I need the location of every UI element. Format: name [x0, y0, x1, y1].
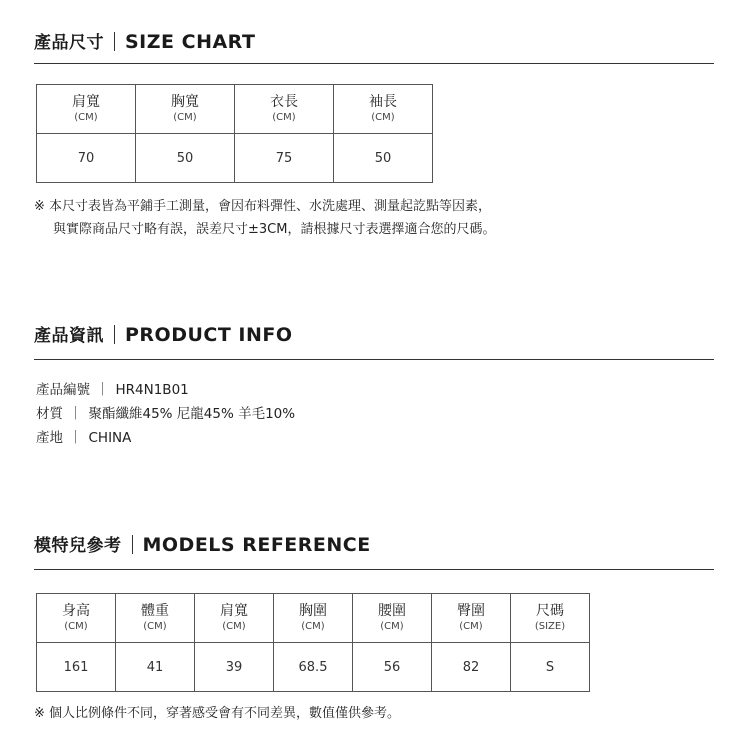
header-cell — [116, 594, 195, 643]
info-separator: ｜ — [96, 382, 110, 398]
header-cell — [274, 594, 353, 643]
header-cell — [353, 594, 432, 643]
header-cell — [334, 85, 433, 134]
size-chart-title — [34, 28, 255, 53]
header-name: 身高 — [62, 602, 90, 619]
header-unit: (CM) — [222, 620, 246, 632]
header-unit: (CM) — [371, 111, 395, 123]
info-value: CHINA — [88, 430, 132, 446]
info-row — [36, 378, 295, 402]
info-label: 產地 — [36, 430, 63, 446]
info-separator: ｜ — [69, 430, 83, 446]
header-cell — [37, 594, 116, 643]
title-divider — [132, 535, 133, 554]
table-row — [37, 134, 433, 183]
table-cell: 50 — [334, 134, 433, 183]
table-cell: 50 — [136, 134, 235, 183]
table-header-row — [37, 85, 433, 134]
info-row — [36, 402, 295, 426]
product-info-title-cn: 產品資訊 — [34, 326, 104, 346]
info-row — [36, 426, 295, 450]
header-unit: (CM) — [272, 111, 296, 123]
header-name: 袖長 — [369, 93, 397, 110]
header-name: 衣長 — [270, 93, 298, 110]
models-reference-title-en: MODELS REFERENCE — [142, 534, 371, 556]
info-label: 材質 — [36, 406, 63, 422]
product-info-list — [36, 378, 295, 450]
header-name: 胸圍 — [299, 602, 327, 619]
table-cell: 161 — [37, 643, 116, 692]
table-row — [37, 643, 590, 692]
models-note: ※ 個人比例條件不同，穿著感受會有不同差異，數值僅供參考。 — [34, 706, 401, 721]
header-name: 胸寬 — [171, 93, 199, 110]
table-cell: 75 — [235, 134, 334, 183]
header-unit: (CM) — [301, 620, 325, 632]
table-header-row — [37, 594, 590, 643]
header-cell — [235, 85, 334, 134]
title-divider — [114, 32, 115, 51]
models-reference-title — [34, 531, 371, 556]
header-name: 腰圍 — [378, 602, 406, 619]
header-name: 尺碼 — [536, 602, 564, 619]
table-cell: 56 — [353, 643, 432, 692]
header-unit: (CM) — [64, 620, 88, 632]
info-separator: ｜ — [69, 406, 83, 422]
table-cell: 70 — [37, 134, 136, 183]
header-unit: (CM) — [380, 620, 404, 632]
product-info-title — [34, 321, 293, 346]
product-info-title-en: PRODUCT INFO — [125, 324, 293, 346]
table-cell: 82 — [432, 643, 511, 692]
header-cell — [511, 594, 590, 643]
header-unit: (CM) — [74, 111, 98, 123]
section-rule — [34, 359, 714, 360]
header-unit: (CM) — [143, 620, 167, 632]
header-cell — [37, 85, 136, 134]
models-reference-table — [36, 593, 590, 692]
header-unit: (SIZE) — [534, 620, 566, 632]
size-note — [34, 195, 495, 241]
header-unit: (CM) — [459, 620, 483, 632]
header-cell — [432, 594, 511, 643]
size-chart-table — [36, 84, 433, 183]
section-rule — [34, 63, 714, 64]
table-cell: 68.5 — [274, 643, 353, 692]
info-label: 產品編號 — [36, 382, 90, 398]
title-divider — [114, 325, 115, 344]
header-name: 肩寬 — [72, 93, 100, 110]
section-rule — [34, 569, 714, 570]
header-name: 臀圍 — [457, 602, 485, 619]
table-cell: 41 — [116, 643, 195, 692]
size-note-line: 與實際商品尺寸略有誤，誤差尺寸±3CM，請根據尺寸表選擇適合您的尺碼。 — [53, 222, 496, 237]
info-value: 聚酯纖維45% 尼龍45% 羊毛10% — [88, 406, 296, 422]
size-note-line: ※ 本尺寸表皆為平鋪手工測量，會因布料彈性、水洗處理、測量起訖點等因素， — [34, 199, 492, 214]
models-reference-title-cn: 模特兒參考 — [34, 536, 122, 556]
header-cell — [136, 85, 235, 134]
table-cell: S — [511, 643, 590, 692]
header-name: 肩寬 — [220, 602, 248, 619]
header-unit: (CM) — [173, 111, 197, 123]
table-cell: 39 — [195, 643, 274, 692]
header-name: 體重 — [141, 602, 169, 619]
info-value: HR4N1B01 — [115, 382, 189, 398]
size-chart-title-cn: 產品尺寸 — [34, 33, 104, 53]
header-cell — [195, 594, 274, 643]
size-chart-title-en: SIZE CHART — [125, 31, 256, 53]
